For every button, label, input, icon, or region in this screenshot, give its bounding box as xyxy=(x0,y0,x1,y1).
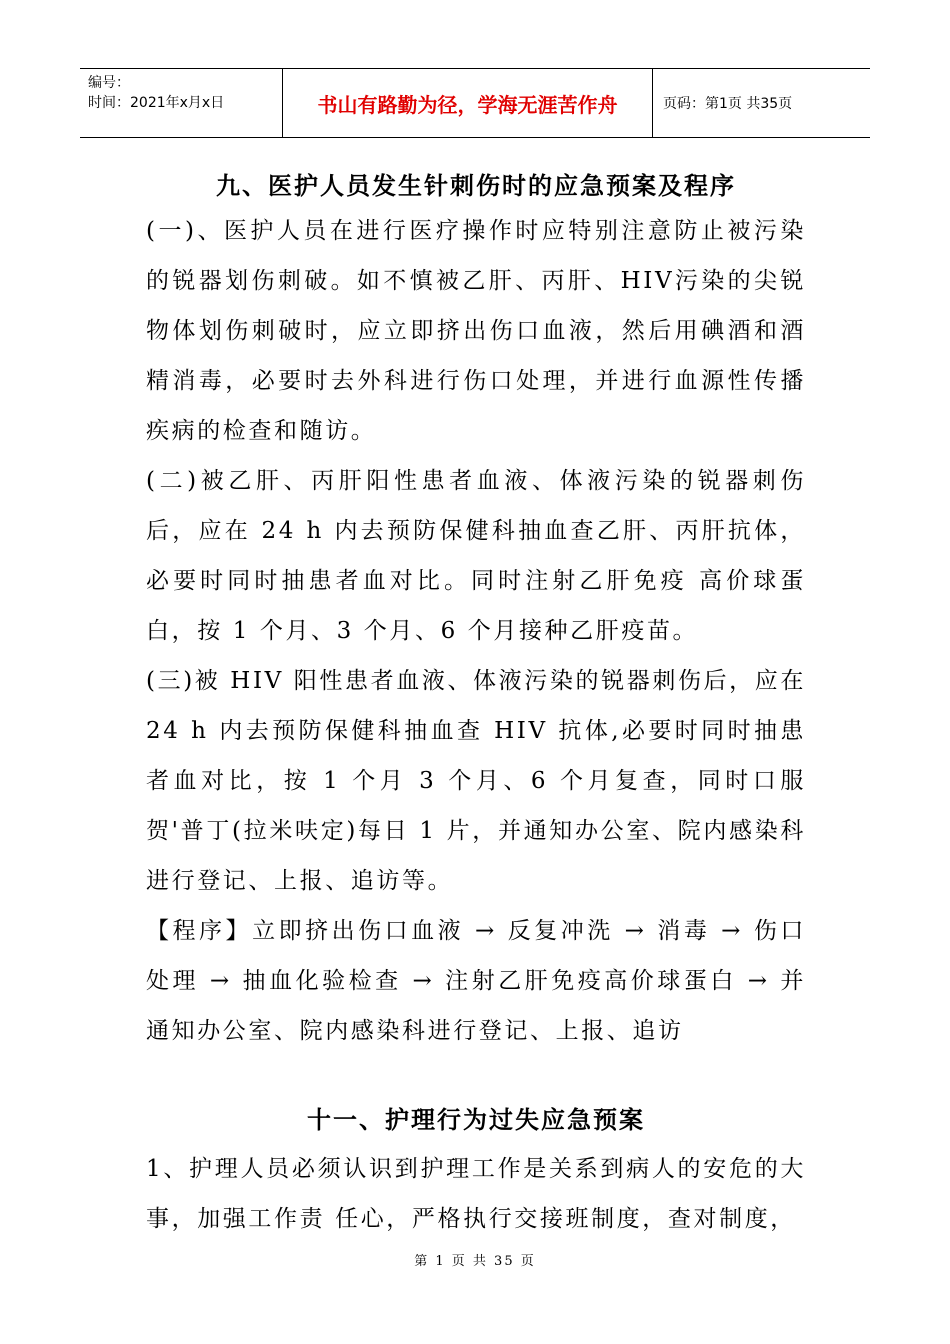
paragraph-3: (三)被 HIV 阳性患者血液、体液污染的锐器刺伤后，应在 24 h 内去预防保健科抽血查 HIV 抗体,必要时同时抽患者血对比，按 1 个月 3 个月、6 个月复查，同时口服贺'普丁(拉米呋定)每日 1 片，并通知办公室、院内感染科进行登记、上报、追访等。 xyxy=(146,668,806,894)
document-body xyxy=(146,166,806,1244)
paragraph-2: (二)被乙肝、丙肝阳性患者血液、体液污染的锐器刺伤后，应在 24 h 内去预防保健科抽血查乙肝、丙肝抗体，必要时同时抽患者血对比。同时注射乙肝免疫 高价球蛋白，按 1 个月、3 个月、6 个月接种乙肝疫苗。 xyxy=(146,468,806,644)
paragraph-1: (一)、医护人员在进行医疗操作时应特别注意防止被污染的锐器划伤刺破。如不慎被乙肝、丙肝、HIV污染的尖锐物体划伤刺破时，应立即挤出伤口血液，然后用碘酒和酒精消毒，必要时去外科进行伤口处理，并进行血源性传播疾病的检查和随访。 xyxy=(146,218,806,444)
section-title-11: 十一、护理行为过失应急预案 xyxy=(307,1105,645,1134)
time-label: 时间：2021年x月x日 xyxy=(88,95,225,111)
number-label: 编号： xyxy=(88,75,130,91)
page-footer: 第 1 页 共 35 页 xyxy=(414,1254,536,1269)
procedure-paragraph: 【程序】立即挤出伤口血液 → 反复冲洗 → 消毒 → 伤口处理 → 抽血化验检查 → 注射乙肝免疫高价球蛋白 → 并通知办公室、院内感染科进行登记、上报、追访 xyxy=(146,918,806,1044)
header-page-info: 页码：第1页 共35页 xyxy=(663,96,793,112)
header-meta xyxy=(80,69,283,137)
paragraph-4: 1、护理人员必须认识到护理工作是关系到病人的安危的大事，加强工作责 任心，严格执行交接班制度，查对制度， xyxy=(146,1156,806,1232)
header-motto: 书山有路勤为径，学海无涯苦作舟 xyxy=(283,69,653,137)
page-header xyxy=(80,68,870,138)
section-title-9: 九、医护人员发生针刺伤时的应急预案及程序 xyxy=(216,171,736,200)
